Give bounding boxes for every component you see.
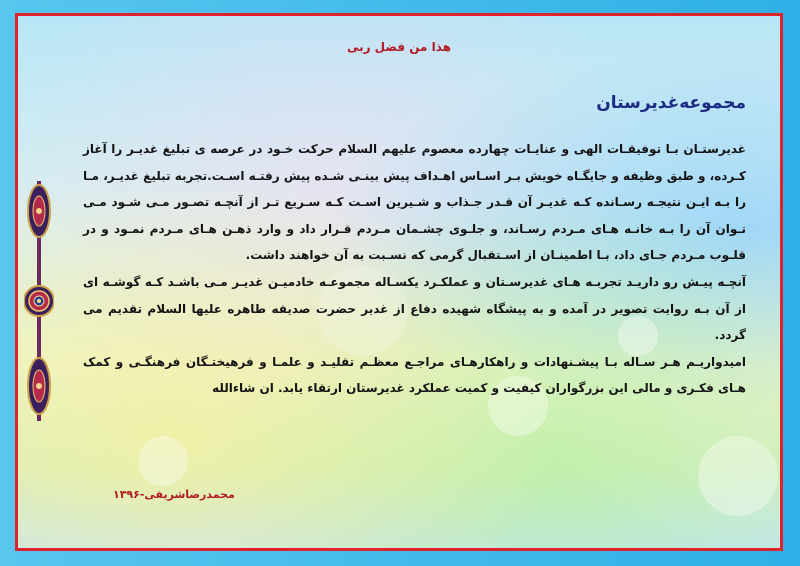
paragraph: آنچـه پیـش رو داریـد تجربـه هـای غدیرسـتان و عملکـرد یکسـاله مجموعـه خادمیـن غدیـر مـی باشـد کـه گوشـه ای از آن بـه روایت تصویر در آمده و به پیشگاه شهیده دفاع از غدیر حضرت صدیقه طاهره علیها السلام تقدیم می گردد. [83, 274, 746, 343]
body-text [83, 136, 746, 402]
signature: محمدرضاشریفی-۱۳۹۶ [113, 488, 235, 501]
paragraph: غدیرستـان بـا توفیقـات الهی و عنایـات چهارده معصوم علیهم السلام حرکت خـود در عرصه ی تبلیغ غدیـر را آغاز کـرده، و طبق وظیفه و جایگـاه خویش بـر اسـاس اهـداف پیش بینـی شـده پیش رفتـه اسـت.تجربه تبلیغ غدیـر، مـا را بـه ایـن نتیجـه رسـانده کـه غدیـر آن قـدر جـذاب و شـیرین اسـت کـه سـریع تـر از آنچـه تصـور مـی شـود مـی تـوان آن را بـه خانـه هـای مـردم رسـاند، و جلـوی چشـمان مـردم قـرار داد و وارد ذهـن هـای مـردم نمـود و در قلـوب مـردم جـای داد، بـا اطمینـان از اسـتقبال گرمی که نسـبت به آن خواهند داشت. [83, 142, 746, 263]
ornament-icon [24, 181, 54, 421]
bokeh-decoration [698, 436, 778, 516]
page-title: مجموعه‌غدیرستان [596, 93, 746, 113]
content-frame [15, 13, 783, 551]
paragraph: امیدواریـم هـر سـاله بـا پیشـنهادات و راهکارهـای مراجـع معظـم تقلیـد و علمـا و فرهیختـگان فرهنگـی و کمک هـای فکـری و مالی این بزرگواران کیفیت و کمیت عملکرد غدیرستان ارتقاء یابد. ان شاءالله [83, 354, 746, 396]
bokeh-decoration [138, 436, 188, 486]
page-subtitle: هذا من فضل ربی [346, 40, 452, 54]
